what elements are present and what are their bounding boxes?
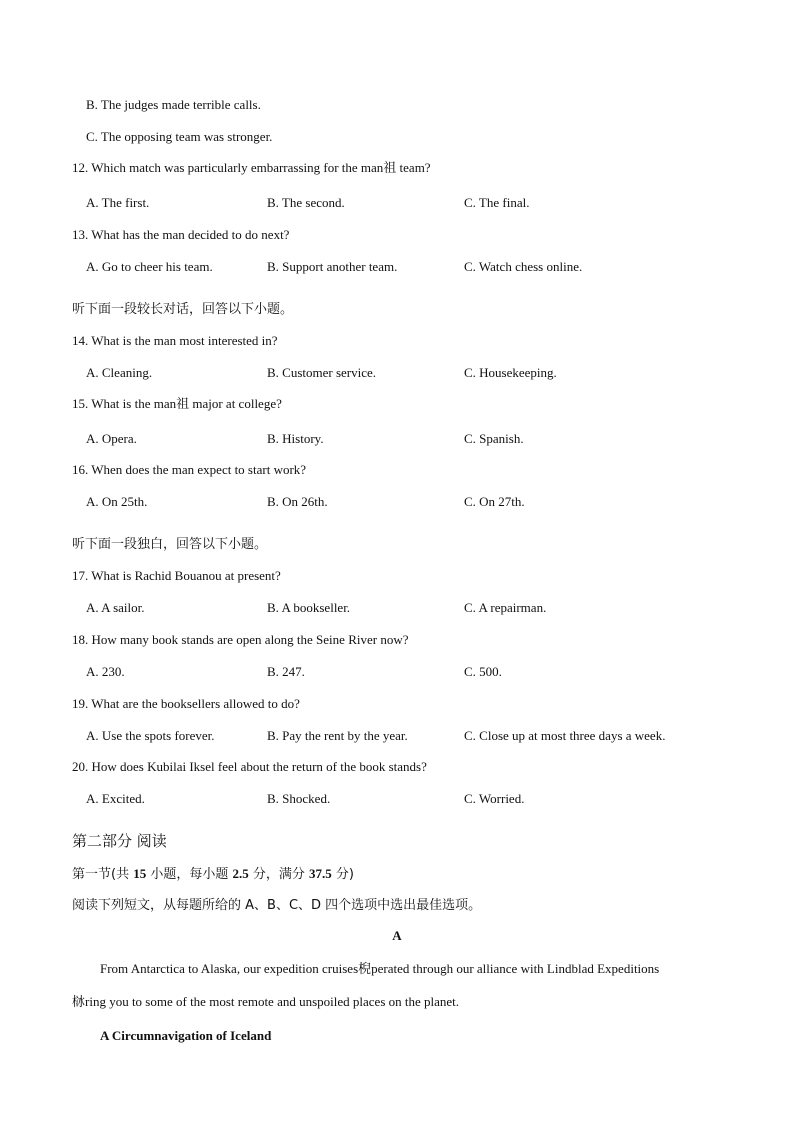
question-12: 12. Which match was particularly embarrassing for the man祖 team? [72,160,431,175]
instruction-monologue: 听下面一段独白，回答以下小题。 [72,537,268,552]
points-each: 2.5 [232,866,249,881]
passage-line-1: From Antarctica to Alaska, our expedition cruises棿perated through our alliance with Lindblad Expeditions [100,961,660,976]
question-18: 18. How many book stands are open along the Seine River now? [72,632,409,647]
option-a: A. On 25th. [86,494,148,509]
total-points: 37.5 [309,866,332,881]
option-b: B. Shocked. [267,791,331,806]
option-c: C. A repairman. [464,600,547,615]
passage-letter: A [392,928,402,943]
option-a: A. Go to cheer his team. [86,259,213,274]
reading-direction: 阅读下列短文，从每题所给的 A、B、C、D 四个选项中选出最佳选项。 [72,898,482,913]
option-c: C. Housekeeping. [464,365,557,380]
option-b: B. On 26th. [267,494,328,509]
section-mid-1: 小题，每小题 [146,867,233,882]
option-b: B. Pay the rent by the year. [267,728,408,743]
question-15: 15. What is the man祖 major at college? [72,396,282,411]
option-b: B. Customer service. [267,365,377,380]
question-13: 13. What has the man decided to do next? [72,227,290,242]
question-19: 19. What are the booksellers allowed to do? [72,696,300,711]
option-c: C. Worried. [464,791,525,806]
option-a: A. The first. [86,195,150,210]
question-14: 14. What is the man most interested in? [72,333,278,348]
section-heading [72,866,354,883]
passage-subheading: A Circumnavigation of Iceland [100,1028,272,1043]
option-b: B. History. [267,431,324,446]
option-a: A. Cleaning. [86,365,153,380]
passage-line-2: 栤ring you to some of the most remote and unspoiled places on the planet. [72,994,460,1009]
question-16: 16. When does the man expect to start work? [72,462,307,477]
option-a: A. Use the spots forever. [86,728,215,743]
option-b: B. The judges made terrible calls. [86,97,261,112]
option-b: B. 247. [267,664,305,679]
option-b: B. Support another team. [267,259,398,274]
option-c: C. 500. [464,664,502,679]
option-c: C. Spanish. [464,431,524,446]
option-c: C. The opposing team was stronger. [86,129,273,144]
option-a: A. Opera. [86,431,137,446]
question-count: 15 [133,866,147,881]
option-c: C. On 27th. [464,494,525,509]
option-b: B. A bookseller. [267,600,351,615]
section-mid-2: 分，满分 [248,867,309,882]
question-20: 20. How does Kubilai Iksel feel about the return of the book stands? [72,759,427,774]
option-c: C. Close up at most three days a week. [464,728,666,743]
option-b: B. The second. [267,195,345,210]
section-prefix: 第一节(共 [72,867,134,882]
option-a: A. Excited. [86,791,145,806]
part-heading: 第二部分 阅读 [72,832,167,850]
section-suffix: 分) [331,867,354,882]
question-17: 17. What is Rachid Bouanou at present? [72,568,281,583]
instruction-long-dialogue: 听下面一段较长对话，回答以下小题。 [72,302,294,317]
option-a: A. 230. [86,664,125,679]
option-c: C. The final. [464,195,530,210]
option-c: C. Watch chess online. [464,259,583,274]
option-a: A. A sailor. [86,600,145,615]
